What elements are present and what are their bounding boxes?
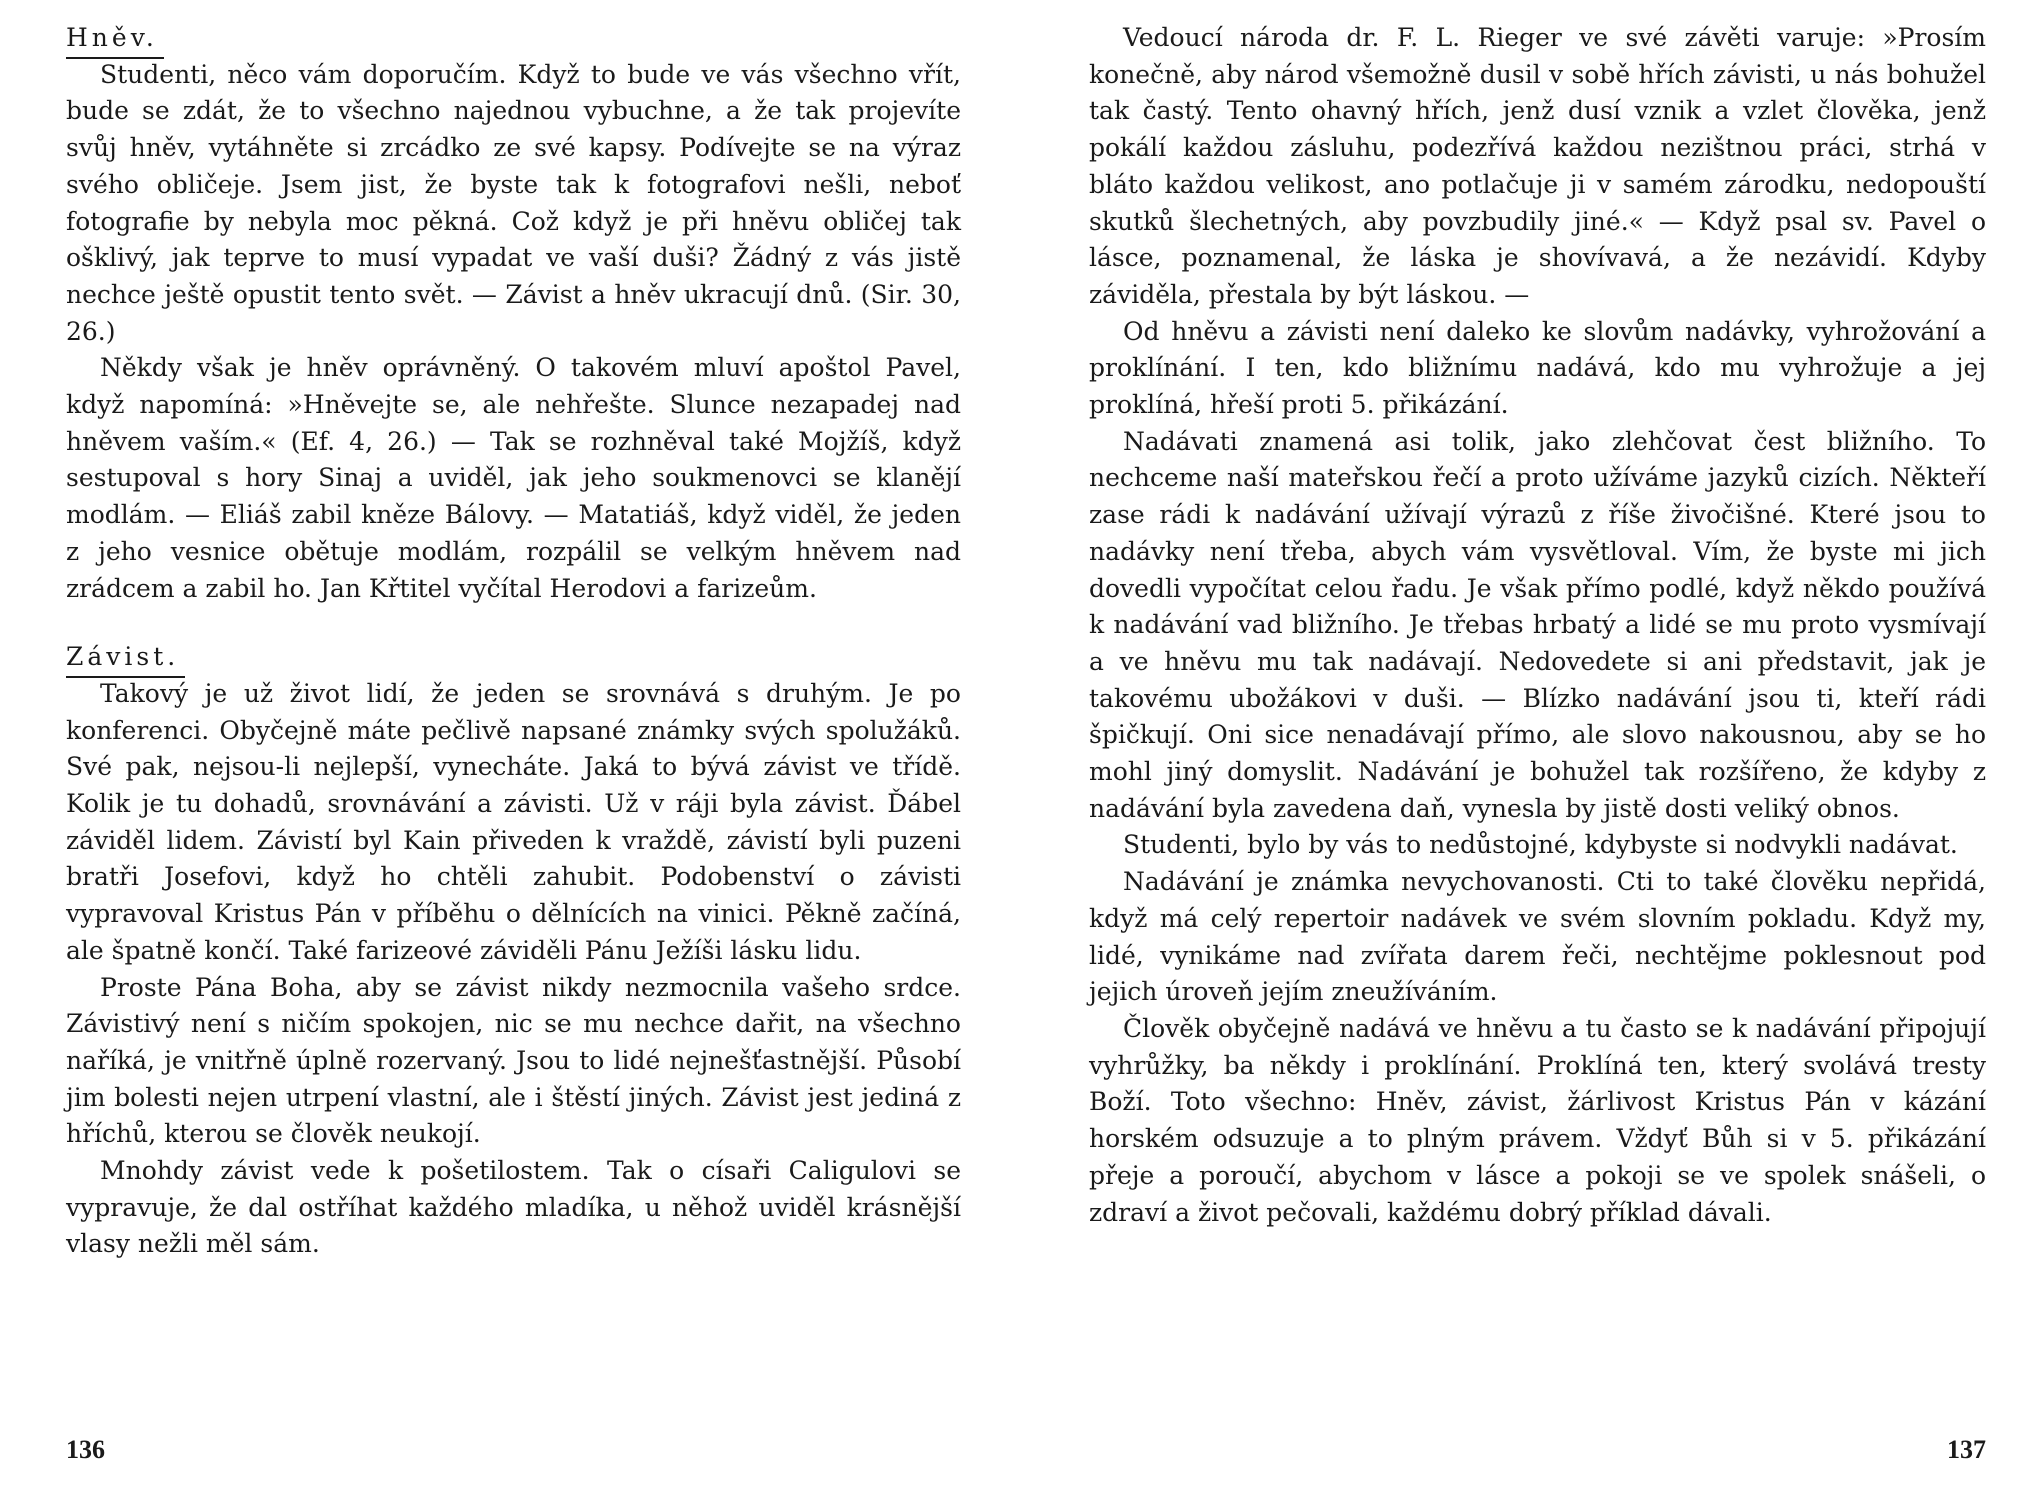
paragraph: Od hněvu a závisti není daleko ke slovům nadávky, vyhrožování a proklínání. I ten, kdo bližnímu nadává, kdo mu vyhrožuje a jej proklíná, hřeší proti 5. přikázání. xyxy=(1089,316,1986,420)
paragraph: Nadávati znamená asi tolik, jako zlehčovat čest bližního. To nechceme naší mateřskou řečí a proto užíváme jazyků cizích. Někteří zase rádi k nadávání užívají výrazů z říše živočišné. Které jsou to nadávky není třeba, abych vám vysvětloval. Vím, že byste mi jich dovedli vypočítat celou řadu. Je však přímo podlé, když někdo používá k nadávání vad bližního. Je třebas hrbatý a lidé se mu proto vysmívají a ve hněvu mu tak nadávají. Nedovedete si ani představit, jak je takovému ubožákovi v duši. — Blízko nadávání jsou ti, kteří rádi špičkují. Oni sice nenadávají přímo, ale slovo nakousnou, aby se ho mohl jiný domyslit. Nadávání je bohužel tak rozšířeno, že kdyby z nadávání byla zavedena daň, vynesla by jistě dosti veliký obnos. xyxy=(1089,426,1986,823)
heading-zavist: Závist. xyxy=(66,639,185,678)
right-page xyxy=(1020,0,2040,1500)
page-number: 137 xyxy=(1947,1435,1986,1464)
paragraph: Člověk obyčejně nadává ve hněvu a tu často se k nadávání připojují vyhrůžky, ba někdy i proklínání. Proklíná ten, který svolává tresty Boží. Toto všechno: Hněv, závist, žárlivost Kristus Pán v kázání horském odsuzuje a to plným právem. Vždyť Bůh si v 5. přikázání přeje a poroučí, abychom v lásce a pokoji se ve spolek snášeli, o zdraví a život pečovali, každému dobrý příklad dávali. xyxy=(1089,1013,1986,1227)
left-page-text xyxy=(66,20,961,1263)
right-page-text xyxy=(1089,20,1986,1231)
paragraph: Vedoucí národa dr. F. L. Rieger ve své závěti varuje: »Prosím konečně, aby národ všemožně dusil v sobě hřích závisti, u nás bohužel tak častý. Tento ohavný hřích, jenž dusí vznik a vzlet člověka, jenž pokálí každou zásluhu, podezřívá každou nezištnou práci, strhá v bláto každou velikost, ano potlačuje ji v samém zárodku, nedopouští skutků šlechetných, aby povzbudily jiné.« — Když psal sv. Pavel o lásce, poznamenal, že láska je shovívavá, a že nezávidí. Kdyby záviděla, přestala by být láskou. — xyxy=(1089,23,1986,309)
paragraph: Mnohdy závist vede k pošetilostem. Tak o císaři Caligulovi se vypravuje, že dal ostříhat každého mladíka, u něhož uviděl krásnější vlasy nežli měl sám. xyxy=(66,1156,961,1259)
paragraph: Nadávání je známka nevychovanosti. Cti to také člověku nepřidá, když má celý repertoir nadávek ve svém slovním pokladu. Když my, lidé, vynikáme nad zvířata darem řeči, nechtějme poklesnout pod jejich úroveň jejím zneužíváním. xyxy=(1089,867,1986,1007)
heading-hnev: Hněv. xyxy=(66,20,164,59)
paragraph: Proste Pána Boha, aby se závist nikdy nezmocnila vašeho srdce. Závistivý není s ničím spokojen, nic se mu nechce dařit, na všechno naříká, je vnitřně úplně rozervaný. Jsou to lidé nejnešťastnější. Působí jim bolesti nejen utrpení vlastní, ale i štěstí jiných. Závist jest jediná z hříchů, kterou se člověk neukojí. xyxy=(66,972,961,1149)
paragraph: Takový je už život lidí, že jeden se srovnává s druhým. Je po konferenci. Obyčejně máte pečlivě napsané známky svých spolužáků. Své pak, nejsou-li nejlepší, vynecháte. Jaká to bývá závist ve třídě. Kolik je tu dohadů, srovnávání a závisti. Už v ráji byla závist. Ďábel záviděl lidem. Závistí byl Kain přiveden k vraždě, závistí byli puzeni bratři Josefovi, když ho chtěli zahubit. Podobenství o závisti vypravoval Kristus Pán v příběhu o dělnících na vinici. Pěkně začíná, ale špatně končí. Také farizeové záviděli Pánu Ježíši lásku lidu. xyxy=(66,678,961,965)
paragraph: Studenti, něco vám doporučím. Když to bude ve vás všechno vřít, bude se zdát, že to všechno najednou vybuchne, a že tak projevíte svůj hněv, vytáhněte si zrcádko ze své kapsy. Podívejte se na výraz svého obličeje. Jsem jist, že byste tak k fotografovi nešli, neboť fotografie by nebyla moc pěkná. Což když je při hněvu obličej tak ošklivý, jak teprve to musí vypadat ve vaší duši? Žádný z vás jistě nechce ještě opustit tento svět. — Závist a hněv ukracují dnů. (Sir. 30, 26.) xyxy=(66,59,961,346)
paragraph: Studenti, bylo by vás to nedůstojné, kdybyste si nodvykli nadávat. xyxy=(1123,830,1958,860)
page-number: 136 xyxy=(66,1435,105,1464)
paragraph: Někdy však je hněv oprávněný. O takovém mluví apoštol Pavel, když napomíná: »Hněvejte se, ale nehřešte. Slunce nezapadej nad hněvem vaším.« (Ef. 4, 26.) — Tak se rozhněval také Mojžíš, když sestupoval s hory Sinaj a uviděl, jak jeho soukmenovci se klanějí modlám. — Eliáš zabil kněze Bálovy. — Matatiáš, když viděl, že jeden z jeho vesnice obětuje modlám, rozpálil se velkým hněvem nad zrádcem a zabil ho. Jan Křtitel vyčítal Herodovi a farizeům. xyxy=(66,353,961,603)
